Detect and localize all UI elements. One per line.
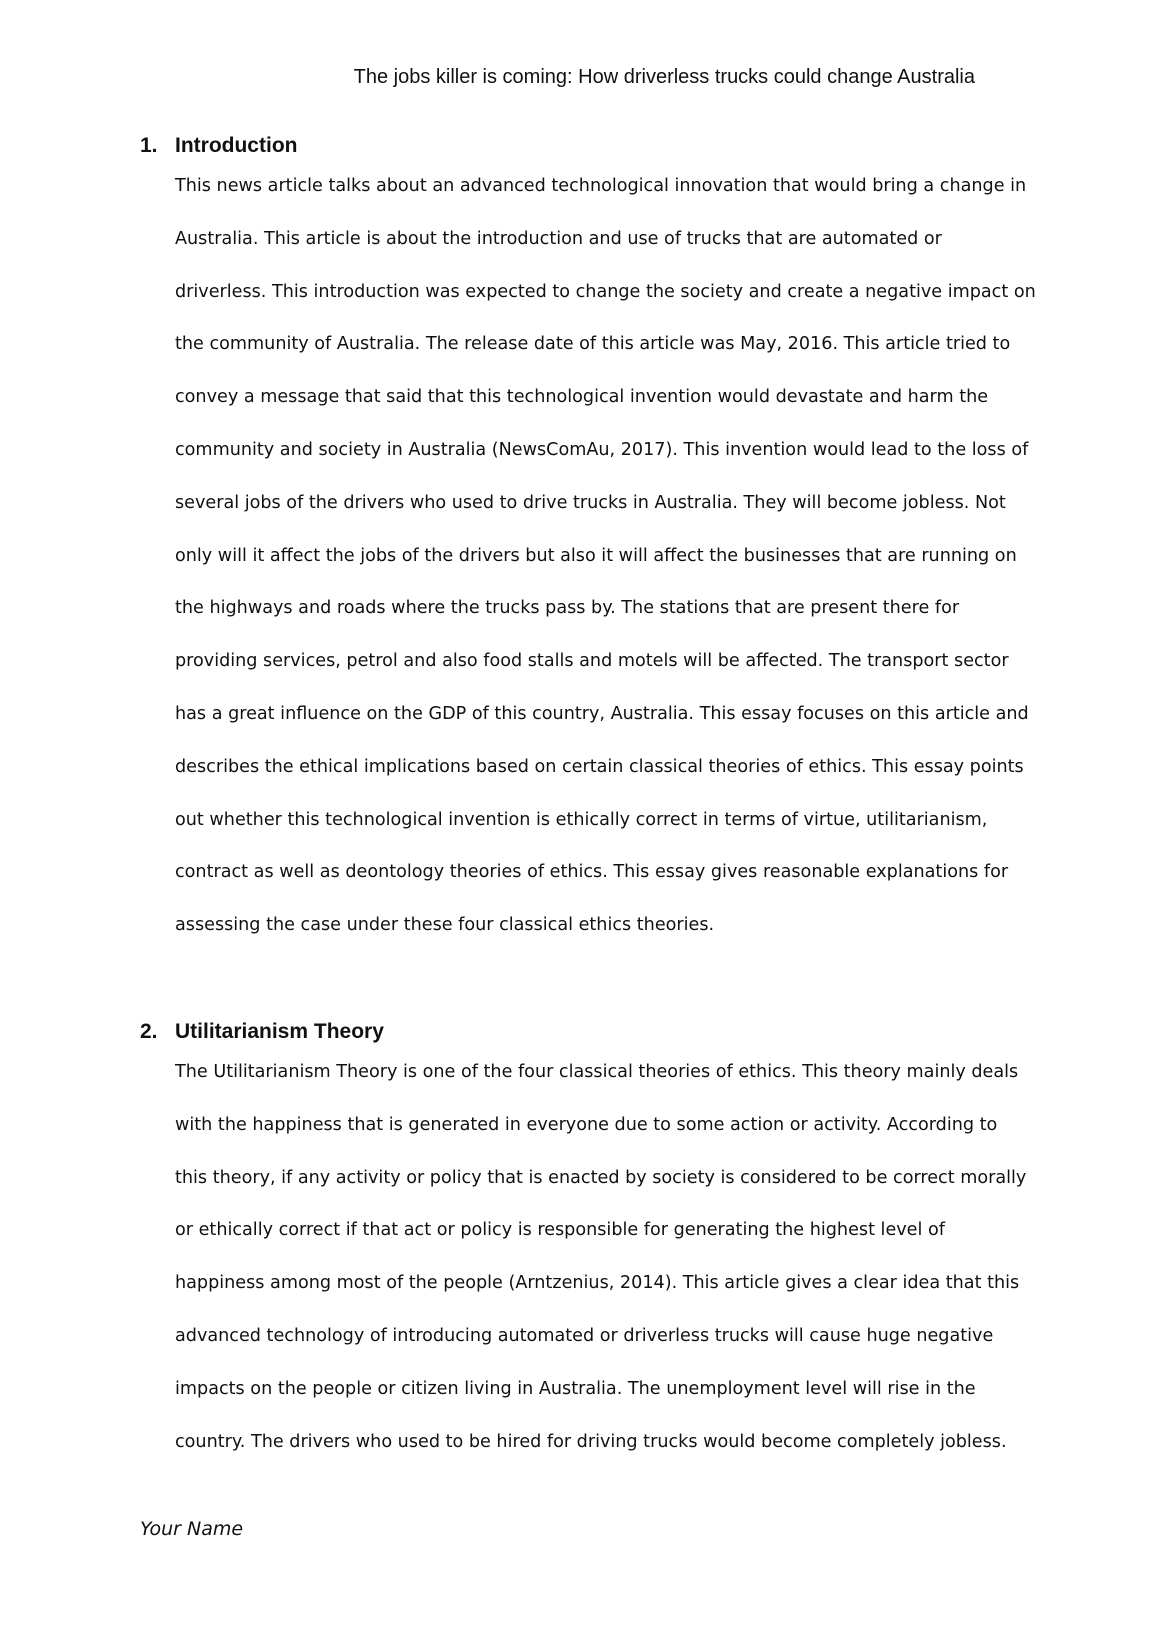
- section-paragraph: [140, 1046, 1027, 1468]
- paragraph-line: assessing the case under these four classical ethics theories.: [175, 915, 715, 936]
- paragraph-line: this theory, if any activity or policy that is enacted by society is considered to be correct morally: [175, 1167, 1027, 1188]
- paragraph-line: country. The drivers who used to be hired for driving trucks would become completely jobless.: [175, 1431, 1007, 1452]
- footer-author-name: Your Name: [140, 1518, 244, 1540]
- paragraph-line: only will it affect the jobs of the drivers but also it will affect the businesses that are running on: [175, 545, 1017, 566]
- section-heading: [140, 1018, 1020, 1046]
- section-utilitarianism: [140, 1018, 1027, 1468]
- paragraph-line: advanced technology of introducing automated or driverless trucks will cause huge negative: [175, 1325, 994, 1346]
- running-header: The jobs killer is coming: How driverless trucks could change Australia: [353, 66, 975, 88]
- paragraph-line: happiness among most of the people (Arntzenius, 2014). This article gives a clear idea that this: [175, 1273, 1020, 1294]
- section-title: Utilitarianism Theory: [175, 1020, 384, 1043]
- paragraph-line: community and society in Australia (NewsComAu, 2017). This invention would lead to the loss of: [175, 439, 1029, 460]
- section-paragraph: [140, 160, 1036, 952]
- paragraph-line: providing services, petrol and also food stalls and motels will be affected. The transport sector: [175, 651, 1009, 672]
- paragraph-line: or ethically correct if that act or policy is responsible for generating the highest level of: [175, 1220, 945, 1241]
- section-number: 1.: [140, 134, 158, 157]
- paragraph-line: The Utilitarianism Theory is one of the four classical theories of ethics. This theory mainly deals: [175, 1062, 1019, 1082]
- paragraph-line: driverless. This introduction was expected to change the society and create a negative impact on: [175, 281, 1036, 302]
- paragraph-line: impacts on the people or citizen living in Australia. The unemployment level will rise in the: [175, 1378, 976, 1399]
- paragraph-line: the highways and roads where the trucks pass by. The stations that are present there for: [175, 598, 960, 619]
- paragraph-line: with the happiness that is generated in everyone due to some action or activity. According to: [175, 1114, 998, 1135]
- section-introduction: [140, 132, 1036, 952]
- section-title: Introduction: [175, 134, 298, 157]
- paragraph-line: describes the ethical implications based on certain classical theories of ethics. This essay points: [175, 756, 1024, 777]
- paragraph-line: out whether this technological invention is ethically correct in terms of virtue, utilitarianism,: [175, 809, 988, 830]
- section-heading: [140, 132, 1020, 160]
- paragraph-line: has a great influence on the GDP of this country, Australia. This essay focuses on this article and: [175, 703, 1029, 724]
- section-number: 2.: [140, 1020, 158, 1043]
- paragraph-line: contract as well as deontology theories of ethics. This essay gives reasonable explanations for: [175, 862, 1009, 883]
- paragraph-line: several jobs of the drivers who used to drive trucks in Australia. They will become jobless. Not: [175, 492, 1006, 513]
- paragraph-line: Australia. This article is about the introduction and use of trucks that are automated or: [175, 228, 942, 249]
- paragraph-line: This news article talks about an advanced technological innovation that would bring a change in: [175, 176, 1027, 196]
- paragraph-line: the community of Australia. The release date of this article was May, 2016. This article tried to: [175, 334, 1011, 355]
- paragraph-line: convey a message that said that this technological invention would devastate and harm the: [175, 387, 989, 408]
